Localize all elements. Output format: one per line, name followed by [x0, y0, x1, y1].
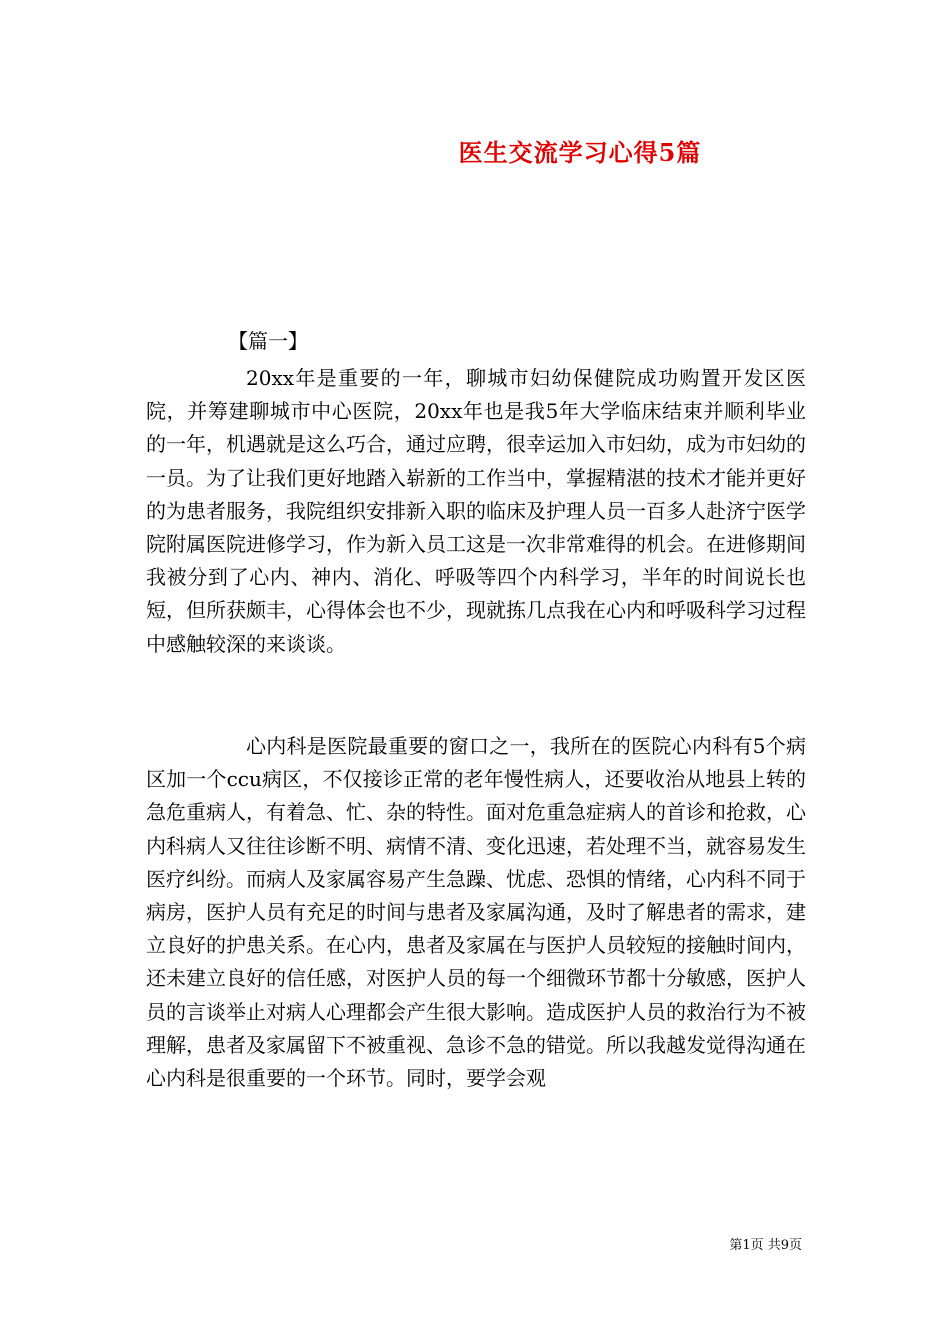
- body-paragraph-1: 20xx年是重要的一年，聊城市妇幼保健院成功购置开发区医院，并筹建聊城市中心医院，20xx年也是我5年大学临床结束并顺利毕业的一年，机遇就是这么巧合，通过应聘，很幸运加入市妇幼，成为市妇幼的一员。为了让我们更好地踏入崭新的工作当中，掌握精湛的技术才能并更好的为患者服务，我院组织安排新入职的临床及护理人员一百多人赴济宁医学院附属医院进修学习，作为新入员工这是一次非常难得的机会。在进修期间我被分到了心内、神内、消化、呼吸等四个内科学习，半年的时间说长也短，但所获颇丰，心得体会也不少，现就拣几点我在心内和呼吸科学习过程中感触较深的来谈谈。: [146, 366, 806, 656]
- page-footer: 第1页 共9页: [729, 1238, 802, 1253]
- body-paragraph-2: 心内科是医院最重要的窗口之一，我所在的医院心内科有5个病区加一个ccu病区，不仅接诊正常的老年慢性病人，还要收治从地县上转的急危重病人，有着急、忙、杂的特性。面对危重急症病人的首诊和抢救，心内科病人又往往诊断不明、病情不清、变化迅速，若处理不当，就容易发生医疗纠纷。而病人及家属容易产生急躁、忧虑、恐惧的情绪，心内科不同于病房，医护人员有充足的时间与患者及家属沟通，及时了解患者的需求，建立良好的护患关系。在心内，患者及家属在与医护人员较短的接触时间内，还未建立良好的信任感，对医护人员的每一个细微环节都十分敏感，医护人员的言谈举止对病人心理都会产生很大影响。造成医护人员的救治行为不被理解，患者及家属留下不被重视、急诊不急的错觉。所以我越发觉得沟通在心内科是很重要的一个环节。同时，要学会观: [146, 734, 806, 1091]
- document-title: 医生交流学习心得5篇: [458, 138, 702, 167]
- section-heading: 【篇一】: [228, 329, 308, 353]
